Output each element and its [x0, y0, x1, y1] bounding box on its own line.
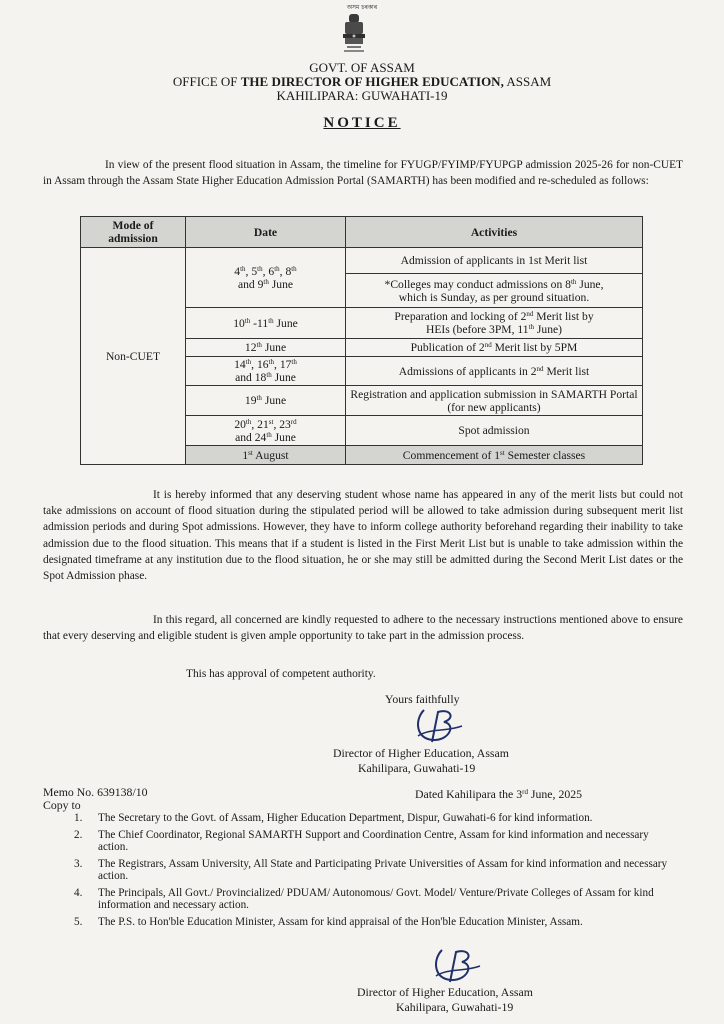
date-cell: 14th, 16th, 17th and 18th June — [186, 357, 346, 386]
col-header-date: Date — [186, 217, 346, 248]
date-cell: 10th -11th June — [186, 308, 346, 339]
list-item: 5. The P.S. to Hon'ble Education Minister, Assam for kind appraisal of the Hon'ble Education Minister, Assam. — [74, 915, 583, 928]
copy-to-label: Copy to — [43, 798, 81, 812]
activity-cell: Commencement of 1st Semester classes — [346, 446, 643, 465]
date-cell: 19th June — [186, 386, 346, 416]
list-item: 3. The Registrars, Assam University, All State and Participating Private Universities of Assam for kind information and necessary action. — [74, 857, 668, 882]
activity-cell: Publication of 2nd Merit list by 5PM — [346, 339, 643, 357]
activity-cell: Registration and application submission in SAMARTH Portal (for new applicants) — [346, 386, 643, 416]
memo-number: Memo No. 639138/10 — [43, 785, 148, 799]
col-header-mode: Mode of admission — [81, 217, 186, 248]
signatory-designation: Director of Higher Education, Assam — [333, 746, 509, 760]
activity-cell: Admission of applicants in 1st Merit list — [346, 248, 643, 274]
signature-icon — [410, 706, 466, 746]
activity-cell: *Colleges may conduct admissions on 8th June, which is Sunday, as per ground situation. — [346, 274, 643, 308]
request-paragraph: In this regard, all concerned are kindly requested to adhere to the necessary instructions mentioned above to ensure that every deserving and eligible student is given ample opportunity to take part in the admission process. — [43, 614, 683, 643]
approval-line: This has approval of competent authority. — [186, 668, 376, 680]
state-emblem-icon — [336, 10, 372, 56]
activity-cell: Spot admission — [346, 416, 643, 446]
date-cell: 1st August — [186, 446, 346, 465]
copy-to-list — [74, 812, 674, 932]
mode-cell: Non-CUET — [81, 248, 186, 465]
emblem-caption: অসম চৰকাৰ — [346, 4, 378, 11]
signatory-place-2: Kahilipara, Guwahati-19 — [396, 1000, 514, 1014]
page-title: NOTICE — [323, 115, 401, 131]
list-item: 4. The Principals, All Govt./ Provincialized/ PDUAM/ Autonomous/ Govt. Model/ Venture/Private Colleges of Assam for kind information and necessary action. — [74, 886, 654, 911]
signatory-designation-2: Director of Higher Education, Assam — [357, 985, 533, 999]
schedule-table — [80, 216, 643, 465]
date-cell: 20th, 21st, 23rd and 24th June — [186, 416, 346, 446]
office-heading: OFFICE OF THE DIRECTOR OF HIGHER EDUCATION, ASSAM — [172, 74, 552, 89]
table-row — [81, 248, 643, 274]
signature-icon — [428, 946, 484, 986]
memo-date: Dated Kahilipara the 3rd June, 2025 — [415, 787, 583, 801]
list-item: 1. The Secretary to the Govt. of Assam, Higher Education Department, Dispur, Guwahati-6 for kind information. — [74, 812, 593, 824]
list-item: 2. The Chief Coordinator, Regional SAMARTH Support and Coordination Centre, Assam for kind information and necessary action. — [74, 828, 649, 853]
activity-cell: Preparation and locking of 2nd Merit list by HEIs (before 3PM, 11th June) — [346, 308, 643, 339]
info-paragraph: It is hereby informed that any deserving student whose name has appeared in any of the merit lists but could not take admissions on account of flood situation during the stipulated period will be allowed to take admission during subsequent merit list admission periods and during Spot admissions. However, they have to inform college authority beforehand regarding their inability to take admission due to the flood situation. This means that if a student is listed in the First Merit List but is unable to take admission within the designated timeframe at any institution due to the flood situation, he or she may still be admitted during the Second Merit List dates or the Spot Admission phase. — [43, 489, 683, 583]
col-header-activities: Activities — [346, 217, 643, 248]
signatory-place: Kahilipara, Guwahati-19 — [358, 761, 476, 775]
intro-paragraph: In view of the present flood situation in Assam, the timeline for FYUGP/FYIMP/FYUPGP admission 2025-26 for non-CUET in Assam through the Assam State Higher Education Admission Portal (SAMARTH) has been modified and re-scheduled as follows: — [43, 159, 683, 188]
activity-cell: Admissions of applicants in 2nd Merit list — [346, 357, 643, 386]
office-address: KAHILIPARA: GUWAHATI-19 — [276, 88, 448, 103]
govt-heading: GOVT. OF ASSAM — [309, 60, 415, 75]
closing-line: Yours faithfully — [385, 692, 460, 706]
date-cell: 12th June — [186, 339, 346, 357]
table-header-row — [81, 217, 643, 248]
date-cell: 4th, 5th, 6th, 8th and 9th June — [186, 248, 346, 308]
